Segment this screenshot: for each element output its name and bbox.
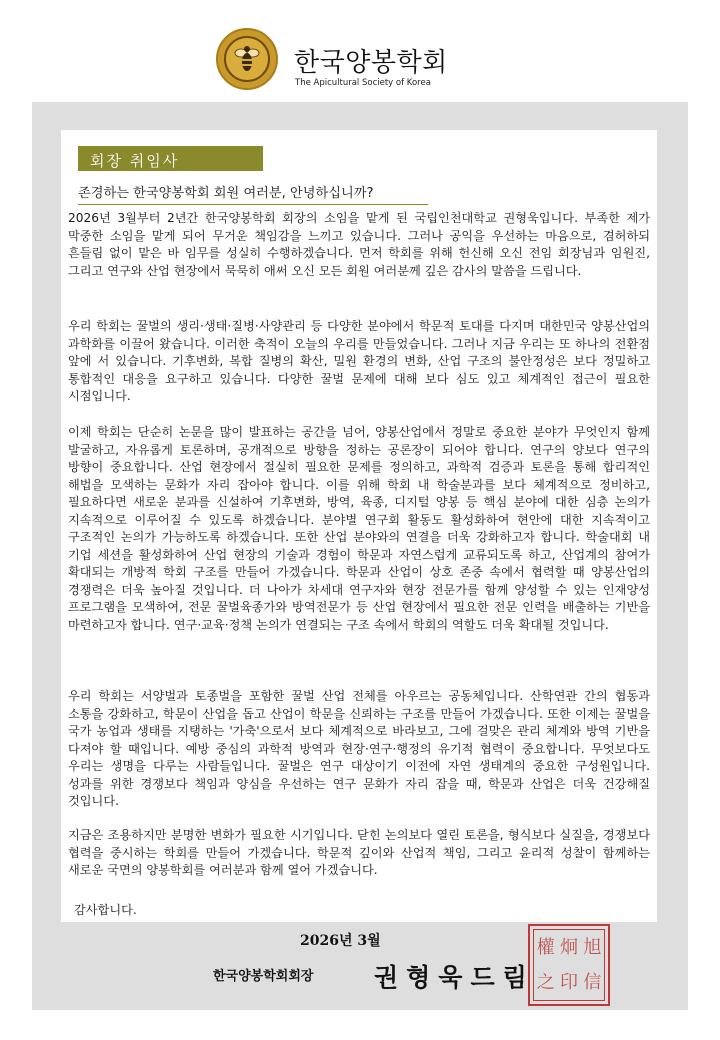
bee-icon xyxy=(233,42,261,76)
seal-char: 權 xyxy=(536,936,555,958)
seal-char: 之 xyxy=(536,971,555,993)
paragraph-5: 지금은 조용하지만 분명한 변화가 필요한 시기입니다. 닫힌 논의보다 열린 토론을, 형식보다 실질을, 경쟁보다 협력을 중시하는 학회를 만들어 가겠습니다. 학문적 깊이와 산업적 책임, 그리고 윤리적 성찰이 함께하는 새로운 국면의 양봉학회를 여러분과 함께 열어 가겠습니다. xyxy=(68,828,650,877)
seal-char: 炯 xyxy=(559,936,578,958)
org-name-en: The Apicultural Society of Korea xyxy=(295,78,431,88)
org-name: 한국양봉학회 xyxy=(294,48,448,78)
seal-char: 旭 xyxy=(583,936,602,958)
signature-name: 권형욱드림 xyxy=(374,963,535,992)
section-title: 회장 취임사 xyxy=(78,146,263,171)
seal-char: 信 xyxy=(583,971,602,993)
paragraph-2: 우리 학회는 꿀벌의 생리·생태·질병·사양관리 등 다양한 분야에서 학문적 토대를 다지며 대한민국 양봉산업의 과학화를 이끌어 왔습니다. 이러한 축적이 오늘의 우리를 만들었습니다. 그러나 지금 우리는 또 하나의 전환점 앞에 서 있습니다. 기후변화, 복합 질병의 확산, 밀원 환경의 변화, 산업 구조의 불안정성은 보다 정밀하고 통합적인 대응을 요구하고 있습니다. 다양한 꿀벌 문제에 대해 보다 심도 있고 체계적인 접근이 필요한 시점입니다. xyxy=(68,319,650,403)
society-logo xyxy=(216,28,278,90)
seal-stamp xyxy=(528,924,610,1006)
header xyxy=(0,0,720,86)
signature-role: 한국양봉학회회장 xyxy=(213,969,314,984)
seal-grid xyxy=(533,929,605,1001)
closing: 감사합니다. xyxy=(74,903,137,917)
paragraph-4: 우리 학회는 서양벌과 토종벌을 포함한 꿀벌 산업 전체를 아우르는 공동체입니다. 산학연관 간의 협동과 소통을 강화하고, 학문이 산업을 돕고 산업이 학문을 신뢰하는 구조를 만들어 가겠습니다. 또한 이제는 꿀벌을 국가 농업과 생태를 지탱하는 '가축'으로서 보다 체계적으로 바라보고, 그에 걸맞은 관리 체계와 방역 기반을 다져야 할 때입니다. 예방 중심의 과학적 방역과 현장·연구·행정의 유기적 협력이 중요합니다. 무엇보다도 우리는 생명을 다루는 사람들입니다. 꿀벌은 연구 대상이기 이전에 자연 생태계의 중요한 구성원입니다. 성과를 위한 경쟁보다 책임과 양심을 우선하는 연구 문화가 자리 잡을 때, 학문과 산업은 더욱 건강해질 것입니다. xyxy=(68,689,650,808)
seal-char: 印 xyxy=(559,971,578,993)
bee-emblem-icon xyxy=(224,36,270,82)
paragraph-3: 이제 학회는 단순히 논문을 많이 발표하는 공간을 넘어, 양봉산업에서 정말로 중요한 분야가 무엇인지 함께 발굴하고, 자유롭게 토론하며, 공개적으로 방향을 정하는 공론장이 되어야 합니다. 연구의 양보다 연구의 방향이 중요합니다. 산업 현장에서 절실히 필요한 문제를 정의하고, 과학적 검증과 토론을 통해 합리적인 해법을 모색하는 문화가 자리 잡아야 합니다. 이를 위해 학회 내 학술분과를 보다 체계적으로 정비하고, 필요하다면 새로운 분과를 신설하여 기후변화, 방역, 육종, 디지털 양봉 등 핵심 분야에 대한 심층 논의가 지속적으로 이루어질 수 있도록 하겠습니다. 분야별 연구회 활동도 활성화하여 현안에 대한 지속적이고 구조적인 논의가 가능하도록 하겠습니다. 또한 산업 분야와의 연결을 더욱 강화하고자 합니다. 학술대회 내 기업 세션을 활성화하여 산업 현장의 기술과 경험이 학문과 자연스럽게 교류되도록 하고, 산업계의 참여가 확대되는 개방적 학회 구조를 만들어 가겠습니다. 학문과 산업이 상호 존중 속에서 협력할 때 양봉산업의 경쟁력은 더욱 높아질 것입니다. 더 나아가 차세대 연구자와 현장 전문가를 함께 양성할 수 있는 인재양성 프로그램을 모색하여, 전문 꿀벌육종가와 방역전문가 등 산업 현장에서 필요한 전문 인력을 배출하는 기반을 마련하고자 합니다. 연구·교육·정책 논의가 연결되는 구조 속에서 학회의 역할도 더욱 확대될 것입니다. xyxy=(68,425,650,632)
date: 2026년 3월 xyxy=(300,933,381,949)
paragraph-1: 2026년 3월부터 2년간 한국양봉학회 회장의 소임을 맡게 된 국립인천대학교 권형욱입니다. 부족한 제가 막중한 소임을 맡게 되어 무거운 책임감을 느끼고 있습니다. 그러나 공익을 우선하는 마음으로, 겸허하되 흔들림 없이 맡은 바 임무를 성실히 수행하겠습니다. 먼저 학회를 위해 헌신해 오신 전임 회장님과 임원진, 그리고 연구와 산업 현장에서 묵묵히 애써 오신 모든 회원 여러분께 깊은 감사의 말씀을 드립니다. xyxy=(68,211,650,278)
greeting: 존경하는 한국양봉학회 회원 여러분, 안녕하십니까? xyxy=(78,182,428,205)
